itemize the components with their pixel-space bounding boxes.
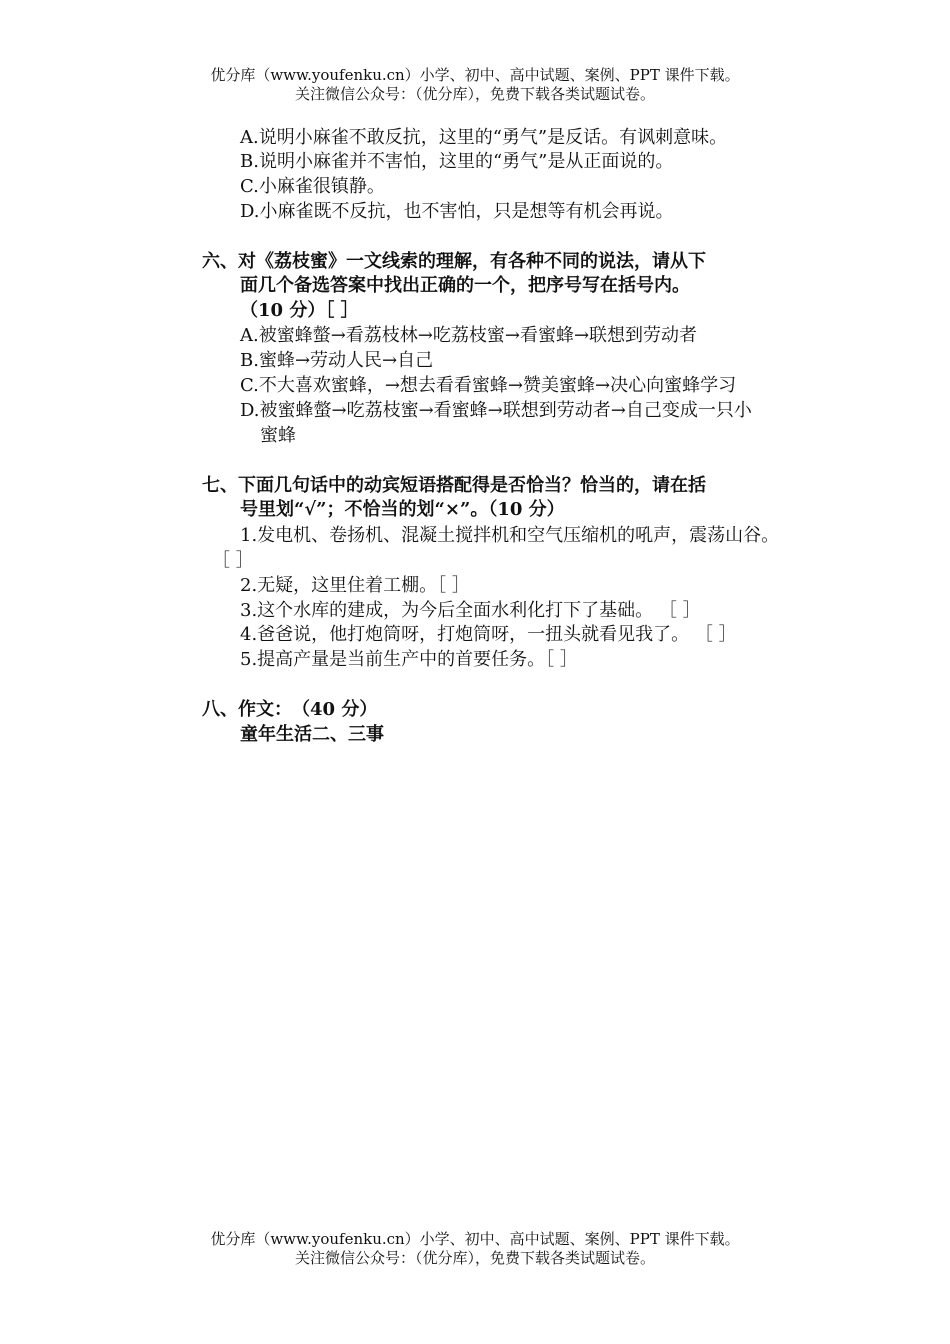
q7-item-5: 5.提高产量是当前生产中的首要任务。［ ］ [240, 649, 578, 670]
q6-title-line-2: 面几个备选答案中找出正确的一个，把序号写在括号内。 [240, 275, 690, 296]
q7-title-line-1: 七、下面几句话中的动宾短语搭配得是否恰当？恰当的，请在括 [202, 475, 706, 496]
footer-line-2: 关注微信公众号：（优分库），免费下载各类试题试卷。 [294, 1249, 655, 1267]
q7-title-line-2: 号里划“√”；不恰当的划“×”。（10 分） [240, 499, 565, 520]
page-footer [0, 1230, 950, 1268]
q7-item-1: 1.发电机、卷扬机、混凝土搅拌机和空气压缩机的吼声，震荡山谷。 [240, 525, 780, 546]
q8-topic: 童年生活二、三事 [240, 724, 384, 745]
q8-title: 八、作文： （40 分） [202, 699, 378, 720]
q5-option-c: C.小麻雀很镇静。 [240, 176, 385, 197]
page-header [0, 66, 950, 104]
q5-option-b: B.说明小麻雀并不害怕，这里的“勇气”是从正面说的。 [240, 151, 674, 172]
q7-item-4: 4.爸爸说，他打炮筒呀，打炮筒呀，一扭头就看见我了。 ［ ］ [240, 624, 737, 645]
q7-item-1-bracket: ［ ］ [212, 550, 254, 571]
q7-item-2: 2.无疑，这里住着工棚。［ ］ [240, 575, 470, 596]
header-line-1: 优分库（www.youfenku.cn）小学、初中、高中试题、案例、PPT 课件下载。 [210, 66, 740, 84]
q6-title-line-1: 六、对《荔枝蜜》一文线索的理解，有各种不同的说法，请从下 [202, 251, 706, 272]
q6-option-a: A.被蜜蜂螫→看荔枝林→吃荔枝蜜→看蜜蜂→联想到劳动者 [240, 325, 698, 346]
q7-item-3: 3.这个水库的建成，为今后全面水利化打下了基础。 ［ ］ [240, 600, 701, 621]
q6-title-line-3: （10 分）［ ］ [240, 300, 359, 321]
q5-option-d: D.小麻雀既不反抗，也不害怕，只是想等有机会再说。 [240, 201, 674, 222]
q6-option-d: D.被蜜蜂螫→吃荔枝蜜→看蜜蜂→联想到劳动者→自己变成一只小 [240, 400, 752, 421]
q6-option-b: B.蜜蜂→劳动人民→自己 [240, 350, 434, 371]
q5-option-a: A.说明小麻雀不敢反抗，这里的“勇气”是反话。有讽刺意味。 [240, 127, 728, 148]
header-line-2: 关注微信公众号：（优分库），免费下载各类试题试卷。 [294, 85, 655, 103]
q6-option-d-cont: 蜜蜂 [260, 425, 296, 446]
footer-line-1: 优分库（www.youfenku.cn）小学、初中、高中试题、案例、PPT 课件下载。 [210, 1230, 740, 1248]
q6-option-c: C.不大喜欢蜜蜂，→想去看看蜜蜂→赞美蜜蜂→决心向蜜蜂学习 [240, 375, 737, 396]
